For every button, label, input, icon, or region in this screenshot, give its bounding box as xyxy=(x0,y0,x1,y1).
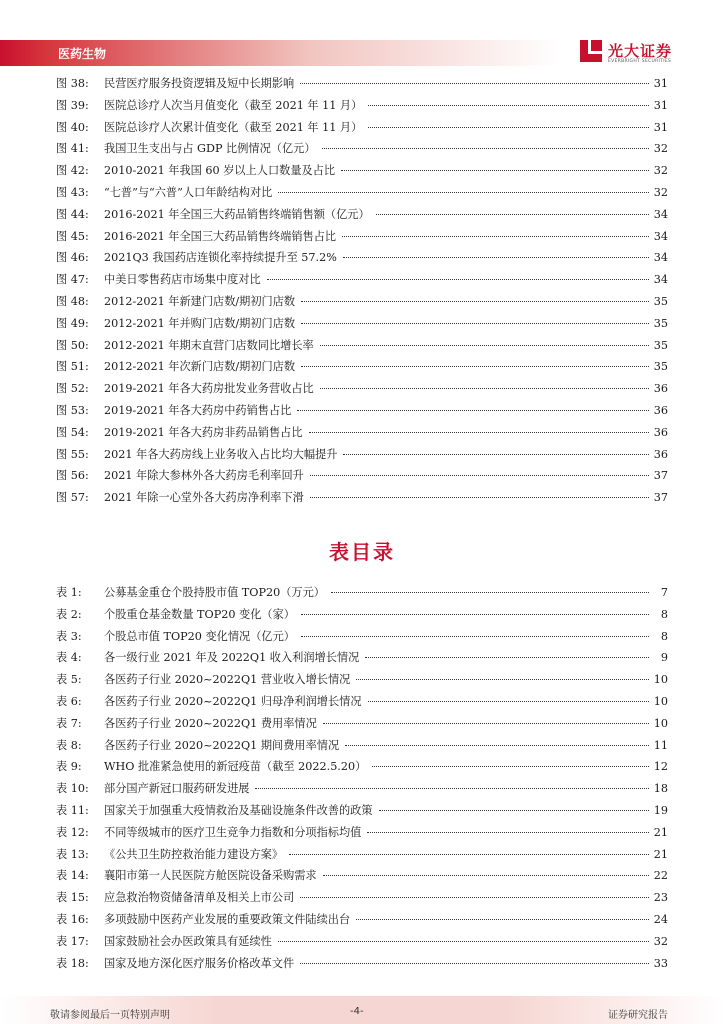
dot-leader xyxy=(320,345,649,346)
figure-toc-entry[interactable] xyxy=(56,75,668,97)
entry-page-number: 12 xyxy=(653,760,668,774)
entry-page-number: 36 xyxy=(653,403,668,417)
entry-page-number: 10 xyxy=(653,716,668,730)
table-toc-entry[interactable] xyxy=(56,649,668,671)
dot-leader xyxy=(345,745,649,746)
table-toc-entry[interactable] xyxy=(56,911,668,933)
entry-label: 表 14: xyxy=(56,869,89,883)
entry-page-number: 32 xyxy=(653,185,668,199)
dot-leader xyxy=(356,919,649,920)
entry-page-number: 35 xyxy=(653,294,668,308)
figure-toc-entry[interactable] xyxy=(56,467,668,489)
dot-leader xyxy=(300,897,649,898)
dot-leader xyxy=(310,475,649,476)
table-toc-entry[interactable] xyxy=(56,671,668,693)
entry-title: “七普”与“六普”人口年龄结构对比 xyxy=(104,185,273,199)
table-toc-entry[interactable] xyxy=(56,628,668,650)
figure-toc-entry[interactable] xyxy=(56,293,668,315)
entry-label: 图 53: xyxy=(56,403,89,417)
table-toc-entry[interactable] xyxy=(56,758,668,780)
entry-page-number: 19 xyxy=(653,803,668,817)
entry-label: 图 46: xyxy=(56,251,89,265)
figure-toc-entry[interactable] xyxy=(56,358,668,380)
entry-label: 表 12: xyxy=(56,825,89,839)
entry-page-number: 21 xyxy=(653,825,668,839)
dot-leader xyxy=(297,410,649,411)
entry-title: 2021 年各大药房线上业务收入占比均大幅提升 xyxy=(104,447,338,461)
dot-leader xyxy=(372,766,649,767)
entry-label: 表 16: xyxy=(56,912,89,926)
table-toc-entry[interactable] xyxy=(56,584,668,606)
figure-toc-entry[interactable] xyxy=(56,184,668,206)
section-label: 医药生物 xyxy=(58,47,107,61)
entry-page-number: 23 xyxy=(653,891,668,905)
entry-label: 图 40: xyxy=(56,120,89,134)
entry-label: 表 15: xyxy=(56,891,89,905)
entry-title: 襄阳市第一人民医院方舱医院设备采购需求 xyxy=(104,869,317,883)
table-toc-entry[interactable] xyxy=(56,693,668,715)
entry-label: 表 18: xyxy=(56,956,89,970)
table-toc-entry[interactable] xyxy=(56,933,668,955)
entry-title: 2012-2021 年次新门店数/期初门店数 xyxy=(104,360,296,374)
entry-page-number: 9 xyxy=(660,651,668,665)
entry-title: 2019-2021 年各大药房中药销售占比 xyxy=(104,403,292,417)
table-toc-entry[interactable] xyxy=(56,824,668,846)
tables-section-title: 表目录 xyxy=(329,540,395,564)
entry-title: 2016-2021 年全国三大药品销售终端销售占比 xyxy=(104,229,337,243)
entry-label: 图 44: xyxy=(56,207,89,221)
entry-label: 表 9: xyxy=(56,760,82,774)
dot-leader xyxy=(278,941,649,942)
entry-label: 图 39: xyxy=(56,98,89,112)
figure-list xyxy=(56,75,668,511)
dot-leader xyxy=(356,679,649,680)
entry-page-number: 22 xyxy=(653,869,668,883)
entry-label: 表 7: xyxy=(56,716,82,730)
entry-page-number: 10 xyxy=(653,673,668,687)
entry-page-number: 31 xyxy=(653,77,668,90)
entry-title: 各一级行业 2021 年及 2022Q1 收入利润增长情况 xyxy=(104,651,360,665)
entry-page-number: 31 xyxy=(653,120,668,134)
dot-leader xyxy=(255,788,649,789)
table-toc-entry[interactable] xyxy=(56,802,668,824)
figure-toc-entry[interactable] xyxy=(56,162,668,184)
entry-page-number: 10 xyxy=(653,694,668,708)
entry-label: 图 42: xyxy=(56,164,89,178)
entry-label: 表 10: xyxy=(56,782,89,796)
entry-title: 各医药子行业 2020~2022Q1 营业收入增长情况 xyxy=(104,673,351,687)
table-toc-entry[interactable] xyxy=(56,846,668,868)
entry-title: WHO 批准紧急使用的新冠疫苗（截至 2022.5.20） xyxy=(104,760,367,774)
dot-leader xyxy=(367,832,649,833)
entry-title: 公募基金重仓个股持股市值 TOP20（万元） xyxy=(104,586,325,599)
dot-leader xyxy=(301,614,649,615)
entry-title: 2021Q3 我国药店连锁化率持续提升至 57.2% xyxy=(104,251,337,265)
entry-page-number: 7 xyxy=(660,586,668,599)
entry-title: 2019-2021 年各大药房批发业务营收占比 xyxy=(104,382,314,396)
entry-label: 表 6: xyxy=(56,694,82,708)
entry-title: 部分国产新冠口服药研发进展 xyxy=(104,782,250,796)
table-toc-entry[interactable] xyxy=(56,606,668,628)
entry-label: 表 13: xyxy=(56,847,89,861)
entry-label: 图 48: xyxy=(56,294,89,308)
entry-page-number: 32 xyxy=(653,164,668,178)
dot-leader xyxy=(301,301,649,302)
page-number: -4- xyxy=(350,1006,364,1017)
entry-title: 个股总市值 TOP20 变化情况（亿元） xyxy=(104,629,295,643)
entry-label: 图 49: xyxy=(56,316,89,330)
dot-leader xyxy=(301,323,649,324)
dot-leader xyxy=(365,657,649,658)
figure-toc-entry[interactable] xyxy=(56,489,668,511)
entry-title: 医院总诊疗人次当月值变化（截至 2021 年 11 月） xyxy=(104,98,363,112)
entry-page-number: 32 xyxy=(653,142,668,156)
entry-title: 2021 年除一心堂外各大药房净利率下滑 xyxy=(104,491,304,505)
dot-leader xyxy=(310,497,649,498)
entry-page-number: 37 xyxy=(653,469,668,483)
entry-page-number: 35 xyxy=(653,338,668,352)
entry-label: 表 1: xyxy=(56,586,82,599)
everbright-logo-icon xyxy=(578,38,604,64)
entry-label: 表 11: xyxy=(56,803,89,817)
dot-leader xyxy=(300,963,649,964)
entry-page-number: 33 xyxy=(653,956,668,970)
entry-label: 图 38: xyxy=(56,77,89,90)
footer-report-type: 证券研究报告 xyxy=(608,1010,668,1021)
figure-toc-entry[interactable] xyxy=(56,206,668,228)
dot-leader xyxy=(342,236,649,237)
entry-title: 各医药子行业 2020~2022Q1 费用率情况 xyxy=(104,716,317,730)
entry-label: 图 56: xyxy=(56,469,89,483)
entry-label: 表 3: xyxy=(56,629,82,643)
figure-toc-entry[interactable] xyxy=(56,97,668,119)
dot-leader xyxy=(376,214,649,215)
entry-label: 图 45: xyxy=(56,229,89,243)
table-list xyxy=(56,584,668,976)
logo-english-name: EVERBRIGHT SECURITIES xyxy=(608,59,672,64)
figure-toc-entry[interactable] xyxy=(56,271,668,293)
dot-leader xyxy=(301,366,649,367)
entry-page-number: 35 xyxy=(653,316,668,330)
entry-title: 2010-2021 年我国 60 岁以上人口数量及占比 xyxy=(104,164,336,178)
figure-toc-entry[interactable] xyxy=(56,119,668,141)
dot-leader xyxy=(368,127,649,128)
footer-disclaimer: 敬请参阅最后一页特别声明 xyxy=(50,1010,170,1021)
dot-leader xyxy=(309,432,649,433)
table-toc-entry[interactable] xyxy=(56,780,668,802)
entry-label: 表 2: xyxy=(56,607,82,621)
entry-title: 多项鼓励中医药产业发展的重要政策文件陆续出台 xyxy=(104,912,351,926)
figure-toc-entry[interactable] xyxy=(56,228,668,250)
dot-leader xyxy=(300,83,649,84)
entry-page-number: 34 xyxy=(653,273,668,287)
dot-leader xyxy=(331,592,649,593)
entry-label: 图 55: xyxy=(56,447,89,461)
entry-title: 民营医疗服务投资逻辑及短中长期影响 xyxy=(104,77,295,90)
dot-leader xyxy=(368,105,649,106)
dot-leader xyxy=(322,148,649,149)
entry-title: 2016-2021 年全国三大药品销售终端销售额（亿元） xyxy=(104,207,370,221)
entry-page-number: 24 xyxy=(653,912,668,926)
logo-name: 光大证券 xyxy=(608,42,673,60)
dot-leader xyxy=(320,388,649,389)
entry-page-number: 36 xyxy=(653,447,668,461)
entry-title: 各医药子行业 2020~2022Q1 期间费用率情况 xyxy=(104,738,340,752)
figure-toc-entry[interactable] xyxy=(56,140,668,162)
entry-page-number: 31 xyxy=(653,98,668,112)
entry-title: 2012-2021 年期末直营门店数同比增长率 xyxy=(104,338,314,352)
dot-leader xyxy=(301,636,649,637)
entry-label: 图 54: xyxy=(56,425,89,439)
dot-leader xyxy=(289,854,649,855)
entry-page-number: 21 xyxy=(653,847,668,861)
dot-leader xyxy=(323,723,649,724)
entry-label: 图 47: xyxy=(56,273,89,287)
entry-title: 2021 年除大参林外各大药房毛利率回升 xyxy=(104,469,304,483)
entry-page-number: 8 xyxy=(660,629,668,643)
entry-title: 应急救治物资储备清单及相关上市公司 xyxy=(104,891,295,905)
table-toc-entry[interactable] xyxy=(56,715,668,737)
entry-label: 表 5: xyxy=(56,673,82,687)
figure-toc-entry[interactable] xyxy=(56,337,668,359)
figure-toc-entry[interactable] xyxy=(56,315,668,337)
entry-page-number: 36 xyxy=(653,382,668,396)
entry-title: 《公共卫生防控救治能力建设方案》 xyxy=(104,847,284,861)
entry-title: 个股重仓基金数量 TOP20 变化（家） xyxy=(104,607,295,621)
entry-label: 图 51: xyxy=(56,360,89,374)
entry-page-number: 34 xyxy=(653,251,668,265)
entry-page-number: 35 xyxy=(653,360,668,374)
entry-page-number: 37 xyxy=(653,491,668,505)
figure-toc-entry[interactable] xyxy=(56,424,668,446)
entry-title: 2012-2021 年并购门店数/期初门店数 xyxy=(104,316,296,330)
entry-page-number: 34 xyxy=(653,207,668,221)
dot-leader xyxy=(343,454,649,455)
dot-leader xyxy=(323,875,649,876)
entry-title: 国家鼓励社会办医政策具有延续性 xyxy=(104,934,272,948)
entry-title: 医院总诊疗人次累计值变化（截至 2021 年 11 月） xyxy=(104,120,363,134)
entry-page-number: 11 xyxy=(653,738,668,752)
dot-leader xyxy=(267,279,649,280)
entry-title: 2019-2021 年各大药房非药品销售占比 xyxy=(104,425,303,439)
entry-page-number: 18 xyxy=(653,782,668,796)
entry-title: 不同等级城市的医疗卫生竞争力指数和分项指标均值 xyxy=(104,825,362,839)
entry-label: 表 17: xyxy=(56,934,89,948)
entry-label: 图 52: xyxy=(56,382,89,396)
dot-leader xyxy=(343,257,649,258)
entry-title: 我国卫生支出与占 GDP 比例情况（亿元） xyxy=(104,142,316,156)
dot-leader xyxy=(341,170,649,171)
entry-page-number: 8 xyxy=(660,607,668,621)
entry-page-number: 32 xyxy=(653,934,668,948)
company-logo xyxy=(578,38,698,68)
table-toc-entry[interactable] xyxy=(56,955,668,977)
entry-title: 各医药子行业 2020~2022Q1 归母净利润增长情况 xyxy=(104,694,362,708)
entry-label: 表 8: xyxy=(56,738,82,752)
table-toc-entry[interactable] xyxy=(56,867,668,889)
entry-label: 图 50: xyxy=(56,338,89,352)
entry-label: 表 4: xyxy=(56,651,82,665)
figure-toc-entry[interactable] xyxy=(56,249,668,271)
figure-toc-entry[interactable] xyxy=(56,380,668,402)
entry-title: 国家及地方深化医疗服务价格改革文件 xyxy=(104,956,295,970)
dot-leader xyxy=(278,192,649,193)
entry-title: 国家关于加强重大疫情救治及基础设施条件改善的政策 xyxy=(104,803,373,817)
table-toc-entry[interactable] xyxy=(56,889,668,911)
figure-toc-entry[interactable] xyxy=(56,402,668,424)
table-toc-entry[interactable] xyxy=(56,737,668,759)
entry-title: 中美日零售药店市场集中度对比 xyxy=(104,273,261,287)
figure-toc-entry[interactable] xyxy=(56,446,668,468)
entry-page-number: 34 xyxy=(653,229,668,243)
dot-leader xyxy=(379,810,649,811)
entry-page-number: 36 xyxy=(653,425,668,439)
entry-label: 图 57: xyxy=(56,491,89,505)
entry-label: 图 41: xyxy=(56,142,89,156)
entry-label: 图 43: xyxy=(56,185,89,199)
entry-title: 2012-2021 年新建门店数/期初门店数 xyxy=(104,294,296,308)
dot-leader xyxy=(368,701,649,702)
